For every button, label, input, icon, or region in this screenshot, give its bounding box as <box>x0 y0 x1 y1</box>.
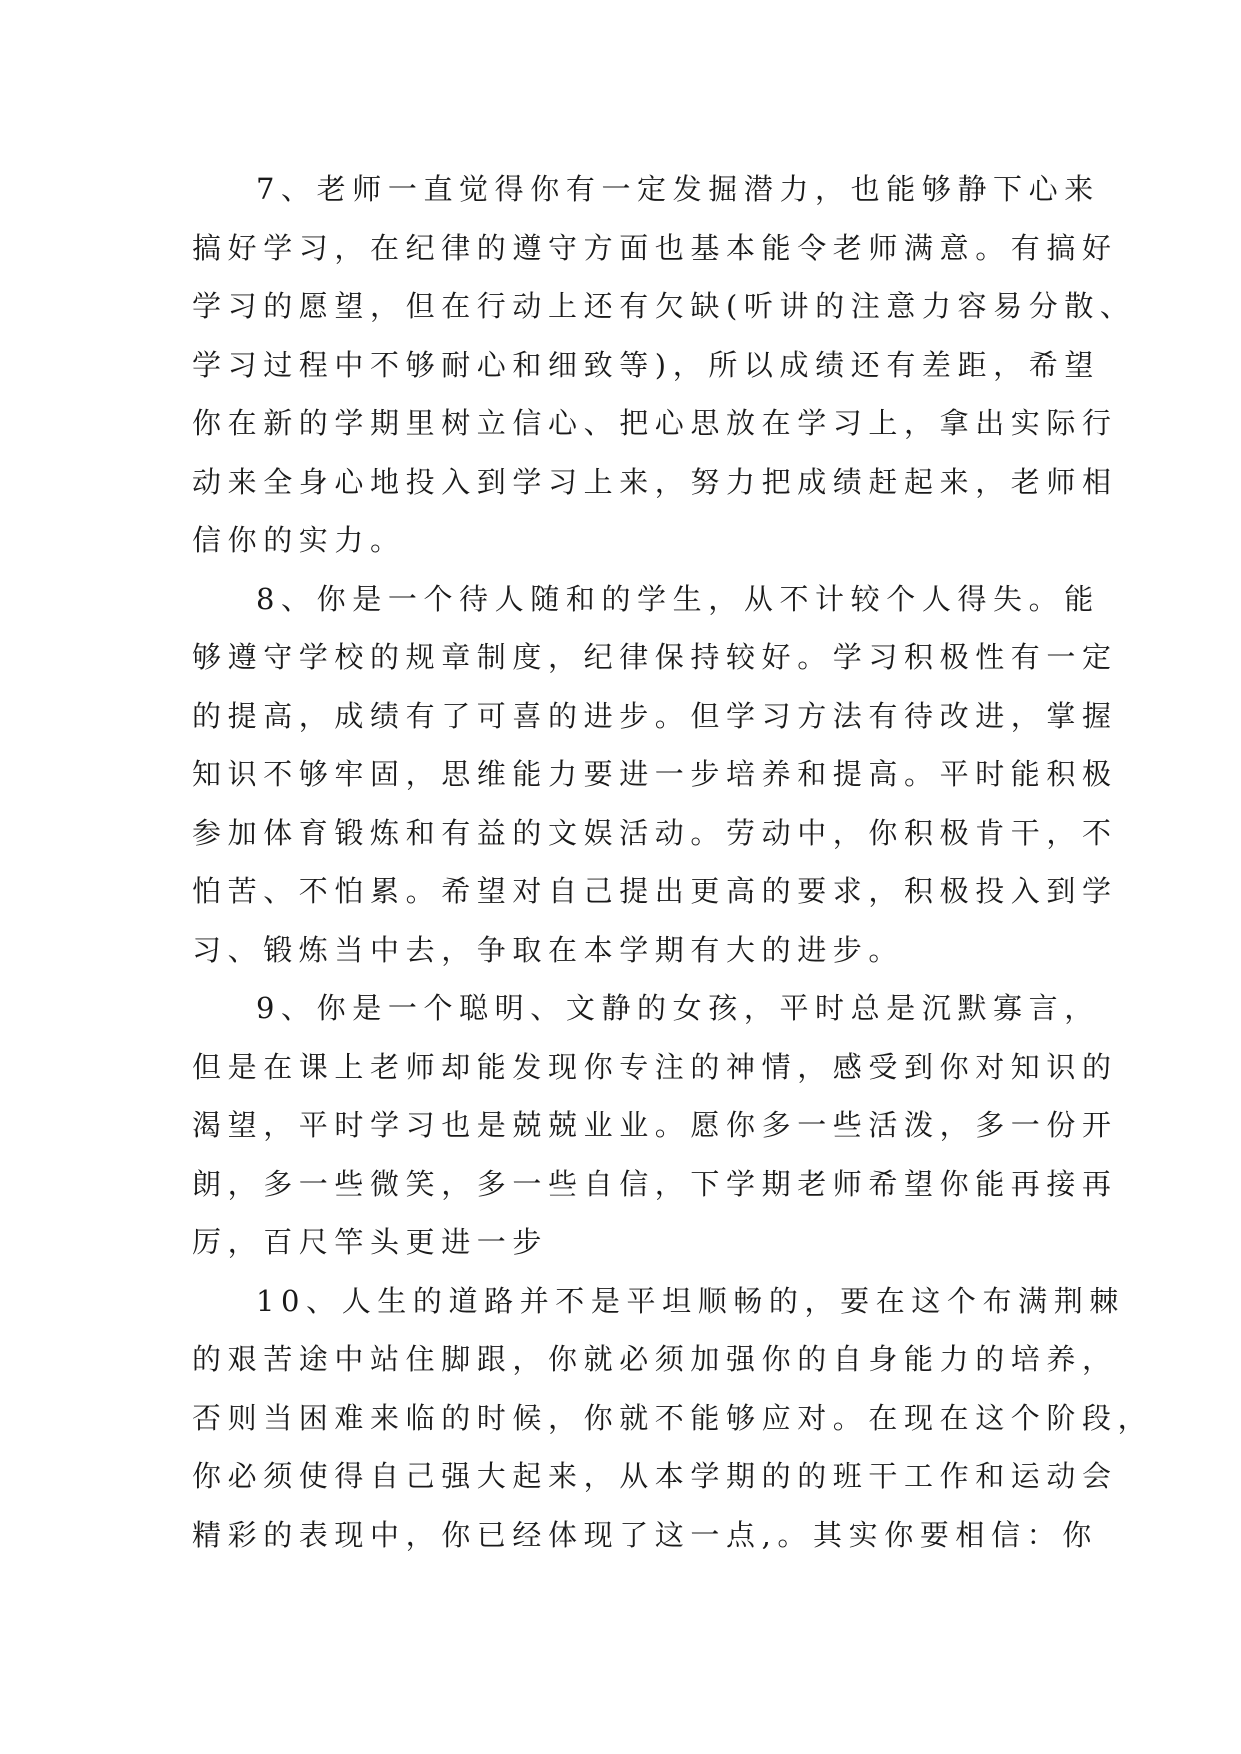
paragraph-8 <box>192 570 1118 980</box>
text-line: 精彩的表现中，你已经体现了这一点,。其实你要相信：你 <box>192 1517 1098 1552</box>
text-line: 渴望，平时学习也是兢兢业业。愿你多一些活泼，多一份开 <box>192 1108 1118 1142</box>
text-line: 知识不够牢固，思维能力要进一步培养和提高。平时能积极 <box>192 757 1118 791</box>
text-line: 10、人生的道路并不是平坦顺畅的，要在这个布满荆棘 <box>256 1283 1125 1318</box>
text-line: 7、老师一直觉得你有一定发掘潜力，也能够静下心来 <box>256 172 1100 206</box>
text-line: 习、锻炼当中去，争取在本学期有大的进步。 <box>192 932 905 967</box>
text-line: 朗，多一些微笑，多一些自信，下学期老师希望你能再接再 <box>192 1166 1118 1201</box>
text-line: 够遵守学校的规章制度，纪律保持较好。学习积极性有一定 <box>192 640 1118 674</box>
text-line: 信你的实力。 <box>192 523 406 557</box>
text-line: 参加体育锻炼和有益的文娱活动。劳动中，你积极肯干，不 <box>192 815 1118 850</box>
text-line: 你在新的学期里树立信心、把心思放在学习上，拿出实际行 <box>192 406 1118 440</box>
text-line: 怕苦、不怕累。希望对自己提出更高的要求，积极投入到学 <box>192 874 1118 908</box>
text-line: 8、你是一个待人随和的学生，从不计较个人得失。能 <box>256 581 1100 616</box>
text-line: 厉，百尺竿头更进一步 <box>192 1225 549 1259</box>
text-line: 动来全身心地投入到学习上来，努力把成绩赶起来，老师相 <box>192 464 1118 499</box>
text-line: 学习过程中不够耐心和细致等)，所以成绩还有差距，希望 <box>192 347 1100 382</box>
text-line: 9、你是一个聪明、文静的女孩，平时总是沉默寡言， <box>256 991 1100 1025</box>
paragraph-10 <box>192 1272 1154 1565</box>
document-body <box>192 160 1154 1564</box>
text-line: 否则当困难来临的时候，你就不能够应对。在现在这个阶段， <box>192 1400 1154 1435</box>
text-line: 学习的愿望，但在行动上还有欠缺(听讲的注意力容易分散、 <box>192 289 1136 323</box>
paragraph-7 <box>192 160 1136 570</box>
text-line: 你必须使得自己强大起来，从本学期的的班干工作和运动会 <box>192 1459 1118 1493</box>
text-line: 的提高，成绩有了可喜的进步。但学习方法有待改进，掌握 <box>192 698 1118 733</box>
paragraph-9 <box>192 979 1118 1272</box>
text-line: 搞好学习，在纪律的遵守方面也基本能令老师满意。有搞好 <box>192 230 1118 265</box>
text-line: 但是在课上老师却能发现你专注的神情，感受到你对知识的 <box>192 1049 1118 1084</box>
text-line: 的艰苦途中站住脚跟，你就必须加强你的自身能力的培养， <box>192 1342 1118 1376</box>
